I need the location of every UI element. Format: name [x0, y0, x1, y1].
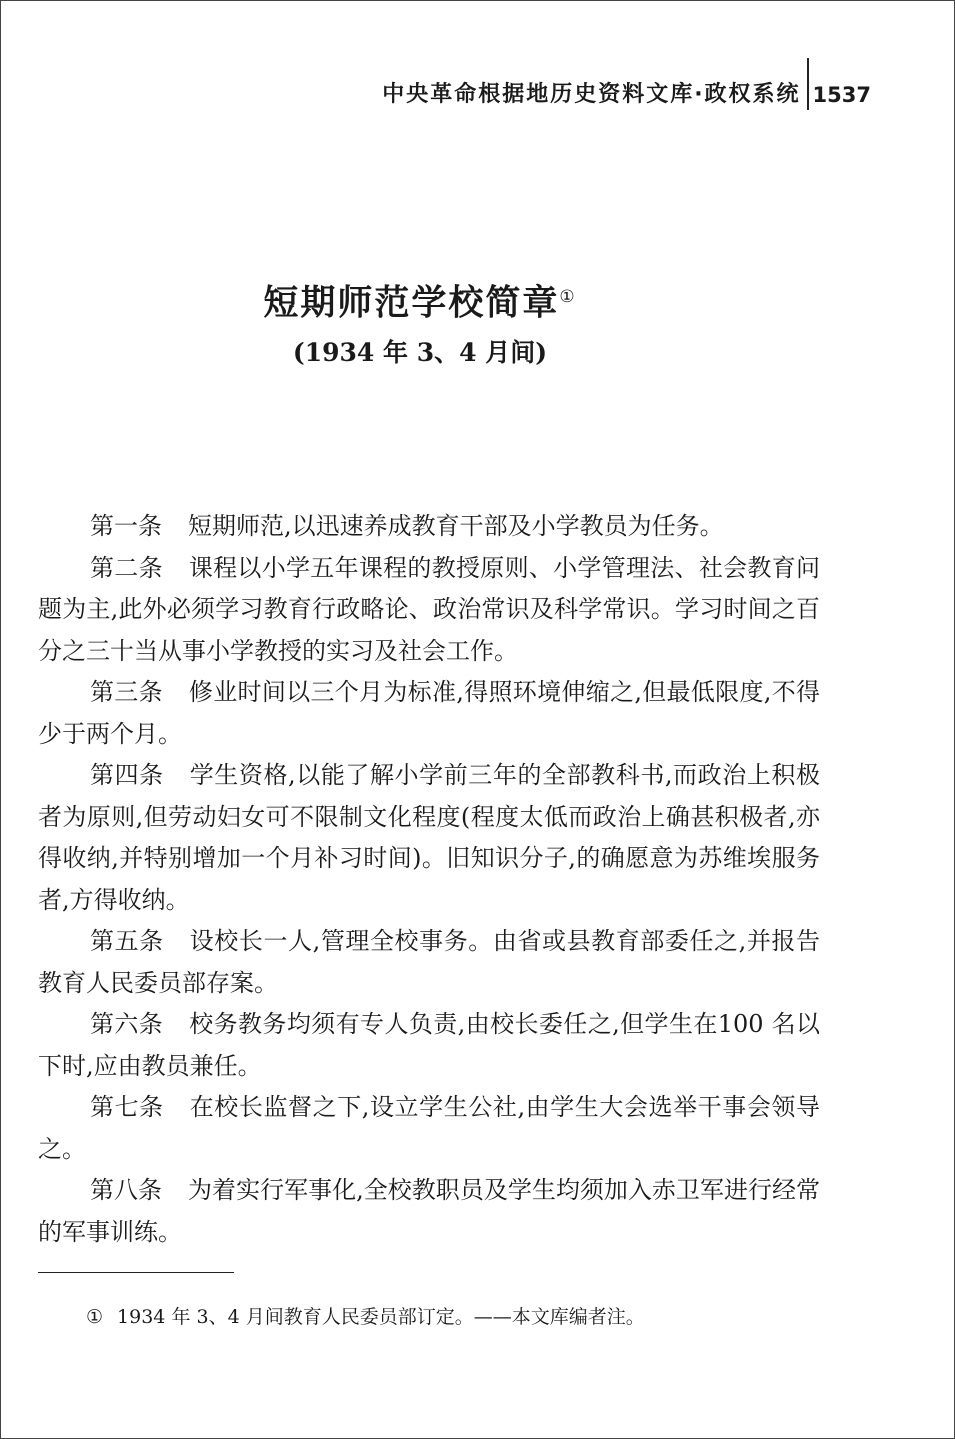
article-number: 第八条	[90, 1176, 163, 1204]
article-number: 第七条	[90, 1093, 164, 1121]
article-text: 为着实行军事化,全校教职员及学生均须加入赤卫军进行经常的军事训练。	[38, 1176, 820, 1246]
article-4	[38, 755, 820, 921]
document-date: (1934 年 3、4 月间)	[292, 338, 548, 367]
article-number: 第二条	[90, 553, 163, 582]
article-text: 学生资格,以能了解小学前三年的全部教科书,而政治上积极者为原则,但劳动妇女可不限制文化程度(程度太低而政治上确甚积极者,亦得收纳,并特别增加一个月补习时间)。旧知识分子,的确愿意为苏维埃服务者,方得收纳。	[38, 761, 820, 914]
article-text: 短期师范,以迅速养成教育干部及小学教员为任务。	[188, 512, 724, 540]
article-1	[38, 506, 820, 548]
header-title: 中央革命根据地历史资料文库·政权系统	[382, 82, 801, 107]
article-3	[38, 672, 820, 755]
article-text: 修业时间以三个月为标准,得照环境伸缩之,但最低限度,不得少于两个月。	[38, 678, 821, 748]
running-header	[382, 76, 871, 110]
body-text	[38, 506, 820, 1253]
article-7	[38, 1087, 820, 1170]
article-text: 设校长一人,管理全校事务。由省或县教育部委任之,并报告教育人民委员部存案。	[38, 927, 820, 997]
article-6	[38, 1004, 820, 1087]
article-number: 第六条	[90, 1010, 164, 1038]
article-number: 第三条	[90, 678, 163, 706]
article-number: 第五条	[90, 927, 164, 955]
article-5	[38, 921, 820, 1004]
article-text: 校务教务均须有专人负责,由校长委任之,但学生在100 名以下时,应由教员兼任。	[38, 1010, 820, 1080]
article-text: 课程以小学五年课程的教授原则、小学管理法、社会教育问题为主,此外必须学习教育行政略论、政治常识及科学常识。学习时间之百分之三十当从事小学教授的实习及社会工作。	[38, 553, 821, 665]
footnote	[86, 1302, 645, 1332]
document-title: 短期师范学校简章	[263, 283, 560, 324]
article-2	[38, 548, 820, 673]
footnote-mark: ①	[86, 1306, 104, 1328]
article-number: 第四条	[90, 761, 164, 789]
footnote-divider	[38, 1272, 234, 1273]
document-title-block	[0, 272, 840, 329]
article-8	[38, 1170, 820, 1253]
footnote-text: 1934 年 3、4 月间教育人民委员部订定。——本文库编者注。	[117, 1306, 645, 1328]
article-text: 在校长监督之下,设立学生公社,由学生大会选举干事会领导之。	[38, 1093, 820, 1163]
title-footnote-mark: ①	[559, 287, 577, 307]
page-number: 1537	[812, 83, 871, 107]
article-number: 第一条	[90, 512, 162, 540]
